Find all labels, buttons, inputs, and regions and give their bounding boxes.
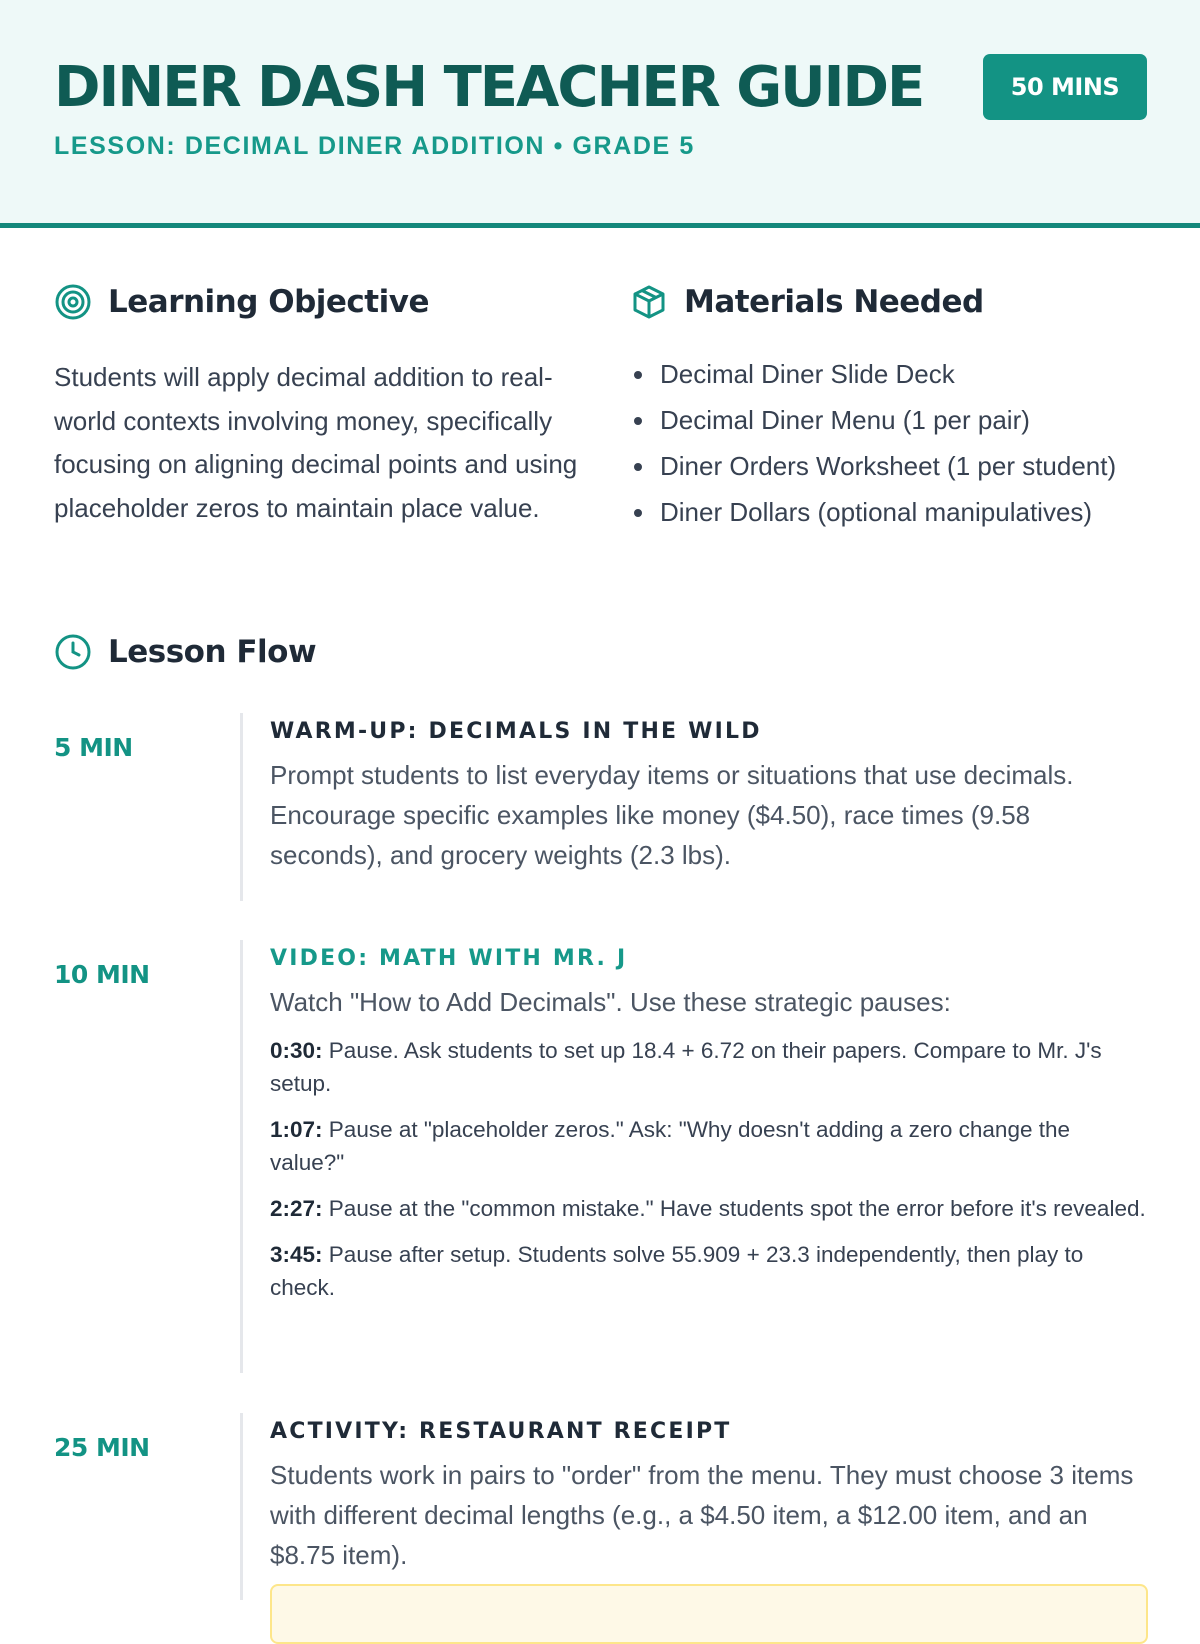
step-description: Students work in pairs to "order" from the menu. They must choose 3 items with different decimal lengths (e.g., a $4.50 item, a $12.00 item, and an $8.75 item).	[270, 1460, 1134, 1570]
timeline-divider	[240, 713, 243, 901]
lesson-flow-heading: Lesson Flow	[108, 634, 317, 670]
step-label: WARM-UP: DECIMALS IN THE WILD	[270, 719, 762, 744]
materials-heading: Materials Needed	[684, 284, 984, 320]
video-pause-list	[270, 1034, 1150, 1304]
list-item: Decimal Diner Slide Deck	[630, 354, 1170, 394]
pause-timestamp: 0:30:	[270, 1038, 323, 1063]
pause-timestamp: 1:07:	[270, 1117, 323, 1142]
activity-tip-callout	[270, 1584, 1148, 1644]
step-time: 10 MIN	[54, 960, 150, 989]
duration-badge: 50 MINS	[983, 54, 1147, 120]
materials-heading-row	[630, 283, 984, 321]
pause-item	[270, 1113, 1150, 1179]
box-icon	[630, 283, 668, 321]
objective-heading-row	[54, 283, 429, 321]
list-item: Diner Orders Worksheet (1 per student)	[630, 446, 1170, 486]
list-item: Decimal Diner Menu (1 per pair)	[630, 400, 1170, 440]
pause-text: Pause at the "common mistake." Have students spot the error before it's revealed.	[328, 1196, 1146, 1221]
step-time: 5 MIN	[54, 733, 133, 762]
step-body	[270, 1413, 1150, 1575]
materials-list	[630, 354, 1170, 538]
page-title: DINER DASH TEACHER GUIDE	[54, 55, 924, 120]
flow-step-video	[54, 940, 1150, 1373]
timeline-divider	[240, 940, 243, 1373]
list-item: Diner Dollars (optional manipulatives)	[630, 492, 1170, 532]
step-description: Prompt students to list everyday items or situations that use decimals. Encourage specific examples like money ($4.50), race times (9.58 seconds), and grocery weights (2.3 lbs).	[270, 760, 1074, 870]
pause-item	[270, 1238, 1150, 1304]
objective-heading: Learning Objective	[108, 284, 429, 320]
pause-text: Pause. Ask students to set up 18.4 + 6.72 on their papers. Compare to Mr. J's setup.	[270, 1038, 1102, 1096]
step-time: 25 MIN	[54, 1433, 150, 1462]
timeline-divider	[240, 1413, 243, 1600]
target-icon	[54, 283, 92, 321]
step-description: Watch "How to Add Decimals". Use these strategic pauses:	[270, 987, 951, 1017]
pause-text: Pause at "placeholder zeros." Ask: "Why doesn't adding a zero change the value?"	[270, 1117, 1071, 1175]
pause-item	[270, 1034, 1150, 1100]
objective-text: Students will apply decimal addition to real-world contexts involving money, specifically focusing on aligning decimal points and using placeholder zeros to maintain place value.	[54, 362, 578, 523]
pause-item	[270, 1192, 1150, 1225]
lesson-subtitle: LESSON: DECIMAL DINER ADDITION • GRADE 5	[54, 132, 695, 160]
flow-step-warmup	[54, 713, 1150, 901]
step-body	[270, 940, 1150, 1317]
step-label: ACTIVITY: RESTAURANT RECEIPT	[270, 1419, 732, 1444]
guide-header	[0, 0, 1200, 228]
pause-timestamp: 2:27:	[270, 1196, 323, 1221]
step-label: VIDEO: MATH WITH MR. J	[270, 946, 628, 971]
lesson-flow-heading-row	[54, 633, 316, 671]
clock-icon	[54, 633, 92, 671]
pause-text: Pause after setup. Students solve 55.909 + 23.3 independently, then play to check.	[270, 1242, 1084, 1300]
flow-step-activity	[54, 1413, 1150, 1600]
pause-timestamp: 3:45:	[270, 1242, 323, 1267]
step-body	[270, 713, 1150, 875]
